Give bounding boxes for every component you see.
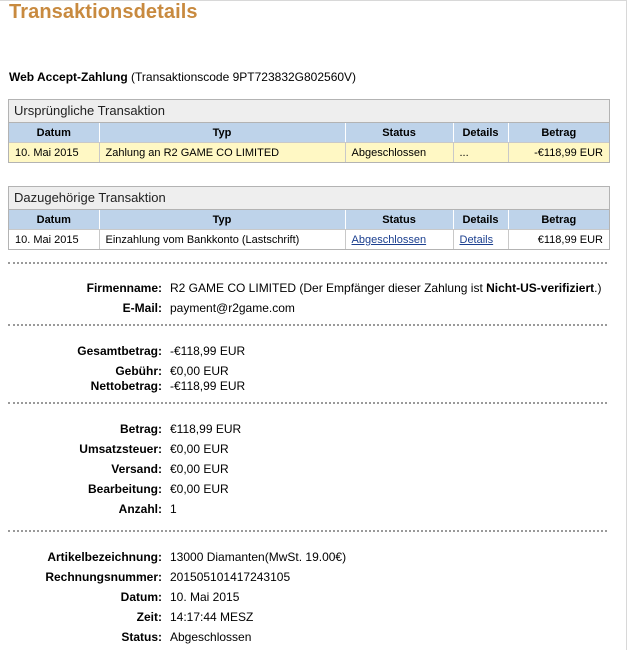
quantity-value: 1 [170,502,177,516]
col-header-status: Status [345,123,453,143]
col-header-date: Datum [9,123,99,143]
net-amount-value: -€118,99 EUR [170,379,246,393]
table-row [9,143,609,163]
cell-status: Abgeschlossen [345,143,453,163]
section-divider [8,530,607,532]
status-link[interactable]: Abgeschlossen [351,233,427,246]
col-header-date: Datum [9,210,99,230]
invoice-number-label: Rechnungsnummer: [45,570,162,584]
merchant-name-label: Firmenname: [86,281,162,295]
invoice-number-value: 201505101417243105 [170,570,291,584]
col-header-details: Details [453,123,508,143]
section-divider [8,402,607,404]
merchant-email-value: payment@r2game.com [170,301,295,315]
cell-type: Zahlung an R2 GAME CO LIMITED [99,143,345,163]
cell-amount: €118,99 EUR [537,233,603,246]
tax-label: Umsatzsteuer: [79,442,162,456]
item-description-label: Artikelbezeichnung: [47,550,162,564]
status-value: Abgeschlossen [170,630,252,644]
details-link[interactable]: Details [459,233,494,246]
shipping-label: Versand: [111,462,162,476]
amount-label: Betrag: [119,422,162,436]
date-value: 10. Mai 2015 [170,590,240,604]
cell-details: ... [453,143,508,163]
transaction-code: (Transaktionscode 9PT723832G802560V) [131,70,357,84]
fee-label: Gebühr: [115,364,162,378]
quantity-label: Anzahl: [118,502,162,516]
original-transaction-panel [8,99,610,163]
col-header-type: Typ [99,210,345,230]
col-header-type: Typ [99,123,345,143]
net-amount-label: Nettobetrag: [90,379,162,393]
item-description-value: 13000 Diamanten(MwSt. 19.00€) [170,550,347,564]
tax-value: €0,00 EUR [170,442,229,456]
col-header-details: Details [453,210,508,230]
table-header-row [9,210,609,230]
merchant-name: R2 GAME CO LIMITED [170,281,297,295]
cell-type: Einzahlung vom Bankkonto (Lastschrift) [99,230,345,250]
section-divider [8,262,607,264]
fee-value: €0,00 EUR [170,364,229,378]
shipping-value: €0,00 EUR [170,462,229,476]
merchant-name-value [170,280,602,296]
verification-status: Nicht-US-verifiziert [486,281,595,295]
col-header-amount: Betrag [508,210,609,230]
status-label: Status: [121,630,162,644]
cell-amount: -€118,99 EUR [508,143,609,163]
col-header-amount: Betrag [508,123,609,143]
transaction-summary [9,70,356,84]
payment-type: Web Accept-Zahlung [9,70,128,84]
original-transaction-title: Ursprüngliche Transaktion [9,100,609,123]
merchant-note-prefix: (Der Empfänger dieser Zahlung ist [299,281,487,295]
cell-status [345,230,453,250]
time-label: Zeit: [136,610,162,624]
gross-amount-value: -€118,99 EUR [170,344,246,358]
original-transaction-table [9,123,609,162]
related-transaction-table [9,210,609,249]
table-row [9,230,609,250]
gross-amount-label: Gesamtbetrag: [77,344,162,358]
cell-date: 10. Mai 2015 [9,230,99,250]
page-title: Transaktionsdetails [9,1,198,23]
handling-value: €0,00 EUR [170,482,229,496]
related-transaction-title: Dazugehörige Transaktion [9,187,609,210]
merchant-email-label: E-Mail: [122,301,162,315]
merchant-note-suffix: .) [594,281,602,295]
cell-details [453,230,508,250]
date-label: Datum: [120,590,162,604]
cell-date: 10. Mai 2015 [9,143,99,163]
section-divider [8,324,607,326]
handling-label: Bearbeitung: [87,482,162,496]
amount-value: €118,99 EUR [170,422,242,436]
related-transaction-panel [8,186,610,250]
table-header-row [9,123,609,143]
col-header-status: Status [345,210,453,230]
time-value: 14:17:44 MESZ [170,610,254,624]
